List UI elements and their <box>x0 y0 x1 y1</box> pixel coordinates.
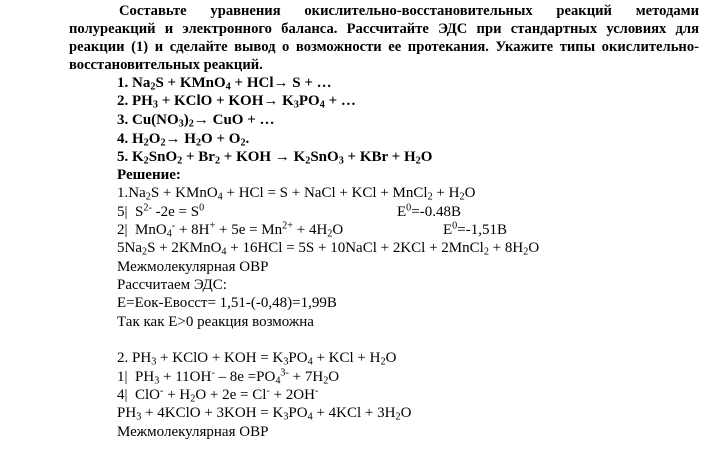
r1-half-reaction-2: 2| $MnO_4^- + 8H^+ + 5e = Mn^{2+} + 4H_2O$ <box>117 220 344 240</box>
r2-equation: 2. $PH_3$ + KClO + KOH = $K_3PO_4$ + KCl + $H_2O$ <box>117 350 397 368</box>
r1-balanced-equation: $5Na_2S$ + 2KMnO$_4$ + 16HCl = 5S + 10NaCl + 2KCl + 2MnCl$_2$ + $8H_2O$ <box>117 240 540 258</box>
r2-balanced-equation: $PH_3$ + 4KClO + $3KOH = K_3PO_4 + 4KCl + 3H_2O$ <box>117 405 412 423</box>
task-reaction-5: 5. $K_2SnO_2 + Br_2$ + KOH → $K_2SnO_3$ + KBr + $H_2O$ <box>117 149 433 167</box>
r1-equation: $1.Na_2S$ + KMnO$_4$ + HCl = S + NaCl + KCl + MnCl$_2$ + $H_2O$ <box>117 185 476 203</box>
task-reaction-4: 4. $H_2O_2\to H_2O + O_2$. <box>117 131 250 149</box>
task-reaction-3: 3. $Cu(NO_3)_2\to$ CuO + … <box>117 112 275 130</box>
r1-reaction-type: Межмолекулярная ОВР <box>117 259 269 275</box>
r1-half-reaction-1: 5| $S^{2-}$ $-2e = S^0$ <box>117 202 205 220</box>
task-reaction-1: 1. $Na_2S$ + KMnO$_4$ + HCl→ S + … <box>117 75 332 93</box>
r2-reaction-type: Межмолекулярная ОВР <box>117 424 269 440</box>
emf-conclusion: Так как E>0 реакция возможна <box>117 314 314 330</box>
r2-half-reaction-1: 1| $PH_3 + 11OH^- - 8e =PO_4^{3-} + 7H_2O$ <box>117 367 340 387</box>
task-statement: Составьте уравнения окислительно-восстановительных реакций методами полуреакций и электронного баланса. Рассчитайте ЭДС при стандартных условиях для реакции (1) и сделайте вывод о возможности ее протекания. Укажите типы окислительно-восстановительных реакций. <box>69 3 699 73</box>
emf-formula: E=Eок-Eвосст= 1,51-(-0,48)=1,99В <box>117 295 337 311</box>
task-reaction-2: 2. $PH_3$ + KClO + $KOH\to K_3PO_4$ + … <box>117 93 356 111</box>
r1-half2-potential: $E^0=-1,51В$ <box>443 220 507 238</box>
r1-half1-potential: $E^0=-0.48В$ <box>397 202 461 220</box>
emf-heading: Рассчитаем ЭДС: <box>117 277 227 293</box>
r2-half-reaction-2: 4| $ClO^- + H_2O + 2e = Cl^- + 2OH^-$ <box>117 385 319 405</box>
solution-heading: Решение: <box>117 167 181 183</box>
